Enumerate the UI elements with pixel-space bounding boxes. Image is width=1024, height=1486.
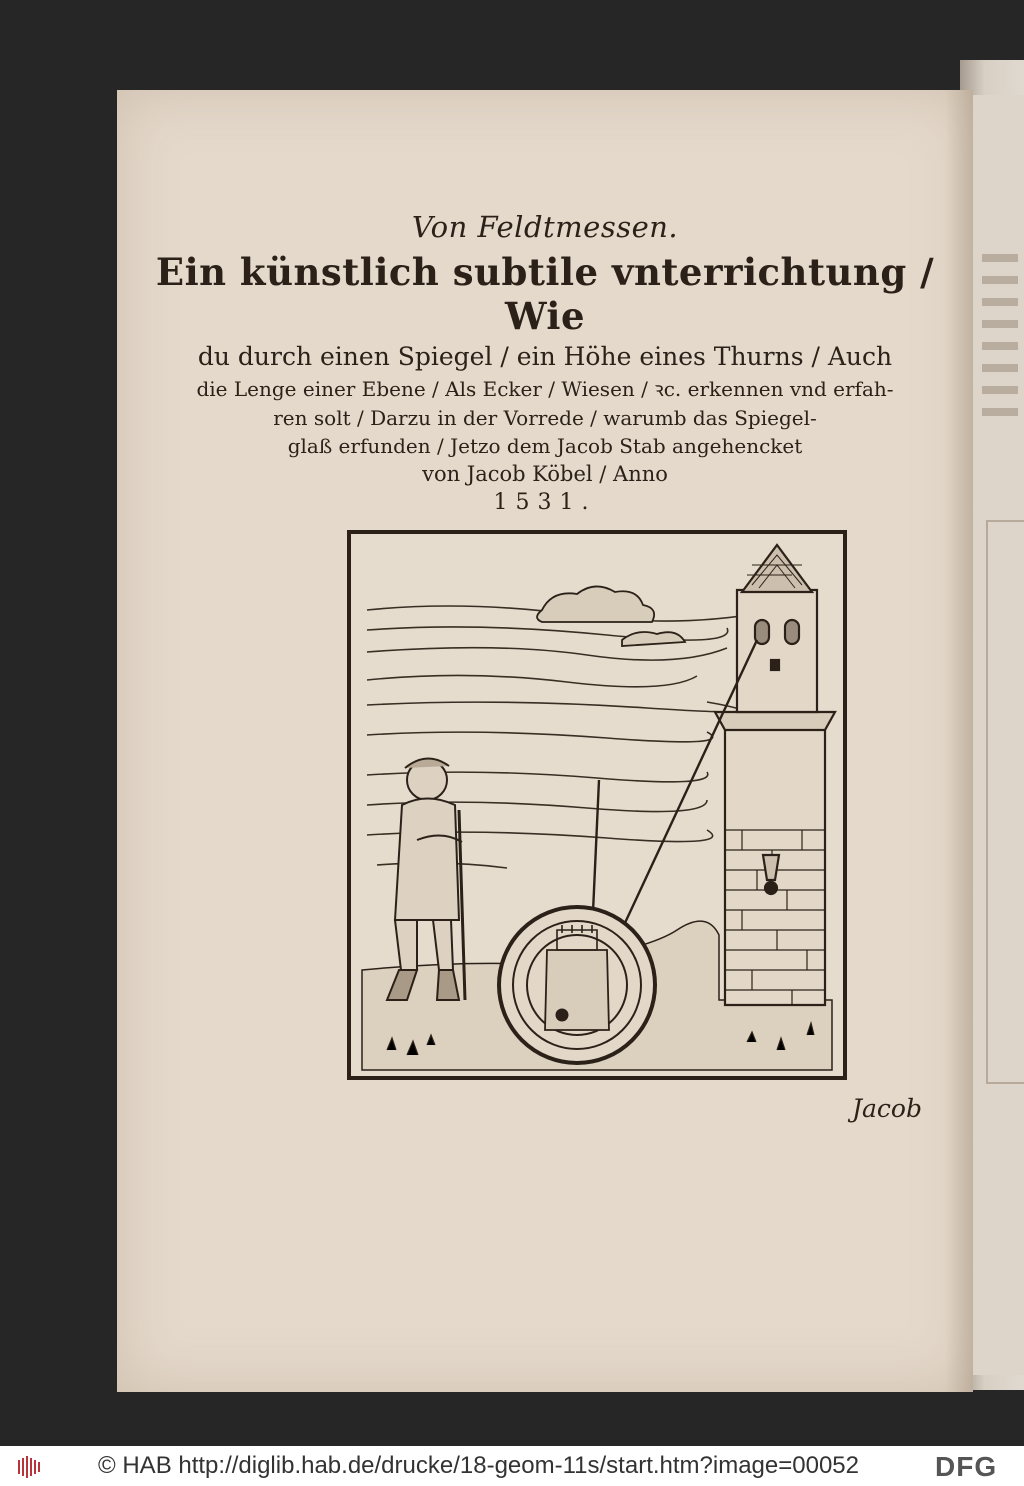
barcode-icon (18, 1456, 42, 1478)
imprint-year: 1531. (493, 490, 597, 515)
title-page (117, 90, 973, 1392)
woodcut-illustration (347, 530, 847, 1080)
adjacent-page-woodcut-frame (986, 520, 1024, 1084)
title-line-1: Ein künstlich subtile vnterrichtung / Wie (155, 250, 935, 338)
mirror (499, 907, 655, 1063)
adjacent-page-text-fragments (982, 240, 1022, 430)
title-line-5: glaß erfunden / Jetzo dem Jacob Stab angehencket (287, 434, 803, 458)
page-heading: Von Feldtmessen. (411, 210, 679, 244)
title-line-2: du durch einen Spiegel / ein Höhe eines Thurns / Auch (197, 342, 893, 371)
title-block (117, 210, 973, 515)
title-line-4: ren solt / Darzu in der Vorrede / warumb das Spiegel- (273, 406, 817, 430)
dfg-logo: DFG (935, 1451, 998, 1482)
catchword: Jacob (852, 1094, 922, 1123)
viewer-footer (0, 1446, 1024, 1486)
copyright-link[interactable]: © HAB http://diglib.hab.de/drucke/18-geom-11s/start.htm?image=00052 (98, 1452, 860, 1479)
title-line-3: die Lenge einer Ebene / Als Ecker / Wiesen / ꝛc. erkennen vnd erfah- (196, 377, 894, 401)
title-line-6: von Jacob Köbel / Anno (422, 462, 668, 486)
